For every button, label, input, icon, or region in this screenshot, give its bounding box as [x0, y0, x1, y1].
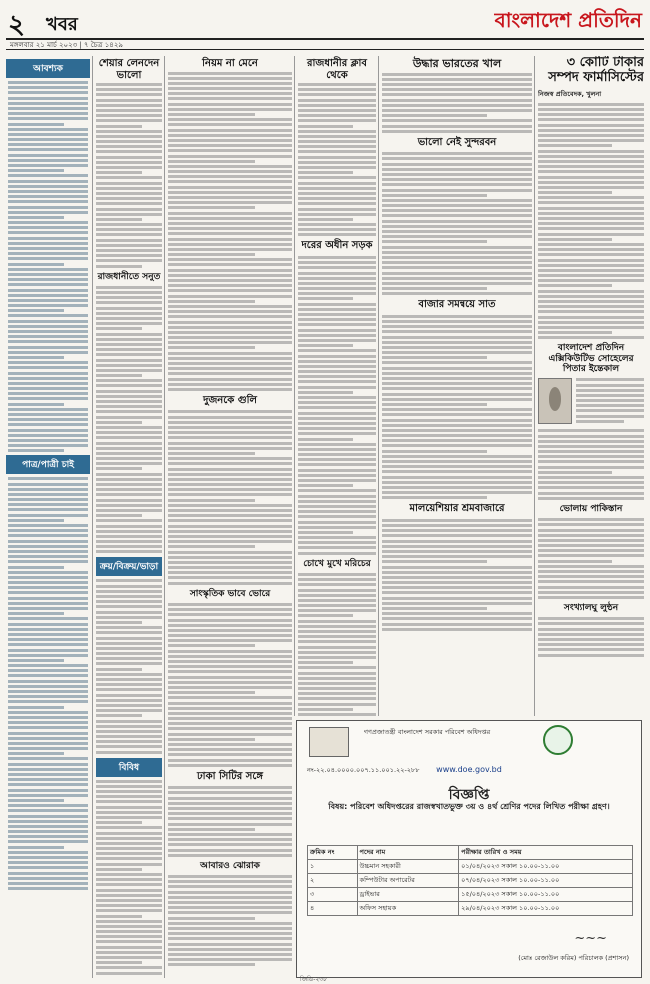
body-text [96, 286, 162, 554]
headline: চোখে মুখে মরিচের [303, 558, 371, 569]
classified-heading-wanted: আবশ্যক [6, 59, 90, 78]
exam-table [307, 845, 633, 916]
body-text [538, 518, 644, 599]
body-text [96, 579, 162, 753]
body-text [382, 152, 532, 295]
body-text [538, 103, 644, 339]
headline: বাংলাদেশ প্রতিদিন এক্সিকিউটিভ সোহেলের পিতার ইন্তেকাল [548, 343, 634, 374]
dateline: মঙ্গলবার ২১ মার্চ ২০২৩ | ৭ চৈত্র ১৪২৯ [6, 38, 644, 50]
mujib-logo [309, 727, 349, 757]
cell: ৪ [308, 902, 358, 916]
body-text [538, 617, 644, 656]
cell: অফিস সহায়ক [357, 902, 459, 916]
cell: ১৫/০৪/২০২৩ সকাল ১০.০০-১১.০০ [459, 888, 633, 902]
headline: সংখ্যালঘু লুন্ঠন [563, 602, 619, 613]
body-text [96, 780, 162, 976]
cell: ৩ [308, 888, 358, 902]
headline: রাজধানীতে সনুত [97, 271, 161, 282]
news-column-center-left [168, 56, 292, 976]
body-text [538, 429, 644, 499]
headline: সাংস্কৃতিক ভাবে ভোরে [189, 588, 271, 599]
body-text [298, 573, 376, 716]
headline: আবারও ঝোরাক [200, 860, 260, 871]
memo-number: নং-২২.০৪.০০০০.০০৭.১১.০০১.২২-২৮৮ [307, 766, 420, 774]
cell: ০১/০৪/২০২৩ সকাল ১০.০০-১১.০০ [459, 860, 633, 874]
news-column-right [538, 56, 644, 716]
byline: নিজস্ব প্রতিবেদক, খুলনা [538, 89, 602, 98]
signatory: (মোঃ রেজাউল করিম) পরিচালক (প্রশাসন) [518, 954, 629, 962]
cell: ১ [308, 860, 358, 874]
table-row [308, 860, 633, 874]
body-text [382, 73, 532, 133]
headline: মালয়েশিয়ার শ্রমবাজারে [409, 503, 505, 515]
body-text [6, 81, 90, 452]
body-text [168, 603, 292, 767]
headline: রাজধানীর ক্লাব থেকে [307, 58, 367, 81]
body-text [382, 519, 532, 631]
footer-code: জিডি-২৩৮ [300, 976, 328, 983]
notice-title: বিজ্ঞপ্তি [448, 787, 490, 803]
table-row [308, 874, 633, 888]
cell: ২৯/০৪/২০২৩ সকাল ১০.০০-১১.০০ [459, 902, 633, 916]
classifieds-column-2 [96, 56, 162, 976]
headline: বাজার সমন্বয়ে সাত [418, 299, 496, 311]
headline: দরের অধীন সড়ক [301, 240, 373, 252]
body-text [168, 410, 292, 584]
news-column-center [298, 56, 376, 716]
classified-heading-buysell: ক্রয়/বিক্রয়/ভাড়া [96, 557, 162, 576]
headline: ভালো নেই সুন্দরবন [417, 136, 497, 148]
headline: নিয়ম না মেনে [202, 58, 258, 69]
notice-subject: বিষয়: পরিবেশ অধিদপ্তরের রাজস্বখাতভুক্ত ৩য় ও ৪র্থ শ্রেণির পদের লিখিত পরীক্ষা গ্রহণ। [328, 802, 610, 811]
body-text [96, 83, 162, 268]
col-header: পদের নাম [357, 846, 459, 860]
body-text [6, 477, 90, 890]
notice-header: গণপ্রজাতন্ত্রী বাংলাদেশ সরকার পরিবেশ অধিদপ্তর [363, 728, 491, 736]
portrait-photo [538, 378, 572, 424]
table-row [308, 888, 633, 902]
cell: উচ্চমান সহকারী [357, 860, 459, 874]
signature: ~~~ [574, 931, 607, 946]
headline: ঢাকা সিটির সঙ্গে [197, 770, 263, 782]
news-column-center-right [382, 56, 532, 716]
body-text [168, 786, 292, 856]
body-text [576, 378, 644, 425]
govt-seal-icon [543, 725, 573, 755]
col-header: ক্রমিক নং [308, 846, 358, 860]
headline: শেয়ার লেনদেন ভালো [98, 58, 160, 81]
cell: ২ [308, 874, 358, 888]
body-text [298, 256, 376, 555]
classifieds-column [6, 56, 90, 976]
page-number: ২ [8, 10, 25, 40]
classified-heading-misc: বিবিধ [96, 758, 162, 777]
section-name: খবর [46, 14, 78, 35]
website-link[interactable]: www.doe.gov.bd [436, 765, 502, 774]
cell: ০৭/০৪/২০২৩ সকাল ১০.০০-১১.০০ [459, 874, 633, 888]
body-text [168, 875, 292, 966]
government-notice [296, 720, 642, 978]
masthead [6, 4, 644, 38]
headline: দুজনকে গুলি [203, 394, 257, 406]
brand-logo: বাংলাদেশ প্রতিদিন [494, 8, 642, 32]
headline-main: ৩ কোটি টাকার সম্পদ ফার্মাসিস্টের [548, 56, 644, 85]
col-header: পরীক্ষার তারিখ ও সময় [459, 846, 633, 860]
cell: কম্পিউটার অপারেটর [357, 874, 459, 888]
table-row [308, 902, 633, 916]
body-text [168, 72, 292, 391]
classified-heading-matrimony: পাত্র/পাত্রী চাই [6, 455, 90, 474]
headline: ভোলায় পাকিস্তান [559, 503, 623, 514]
body-text [298, 83, 376, 236]
headline: উদ্ধার ভারতের খাল [412, 57, 502, 70]
cell: ড্রাইভার [357, 888, 459, 902]
body-text [382, 315, 532, 500]
